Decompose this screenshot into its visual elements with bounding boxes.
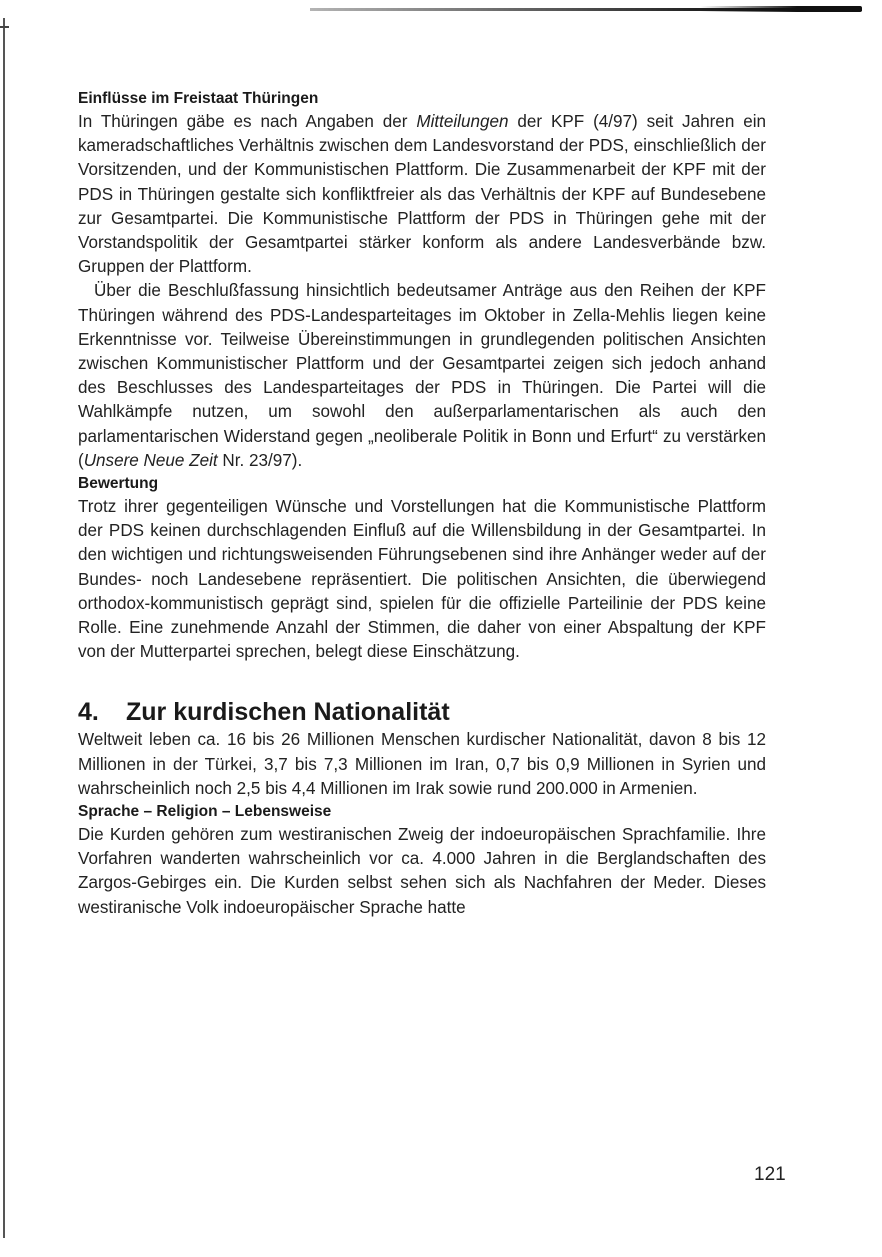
text-run: Über die Beschlußfassung hinsichtlich bedeutsamer Anträge aus den Reihen der KPF Thüringen während des PDS-Landesparteitages im Oktober in Zella-Mehlis liegen keine Erkenntnisse vor. Teilweise Übereinstimmungen in grundlegenden politischen Ansichten zwischen Kommunistischer Plattform und der Gesamtpartei zeigen sich jedoch anhand des Beschlusses des Landesparteitages der PDS in Thüringen. Die Partei will die Wahlkämpfe nutzen, um sowohl den außerparlamentarischen als auch den parlamentarischen Widerstand gegen „neoliberale Politik in Bonn und Erfurt“ zu verstärken ( — [78, 281, 766, 470]
italic-title-unsere-neue-zeit: Unsere Neue Zeit — [83, 450, 218, 470]
chapter-title: Zur kurdischen Nationalität — [126, 698, 450, 727]
chapter-number: 4. — [78, 698, 99, 727]
paragraph-thueringen-2 — [78, 279, 766, 473]
page-number: 121 — [754, 1164, 786, 1185]
section-heading-sprache: Sprache – Religion – Lebensweise — [78, 803, 332, 821]
paragraph-thueringen-1 — [78, 110, 766, 279]
scan-binding-line — [3, 18, 5, 1238]
text-run: der KPF (4/97) seit Jahren ein kameradschaftliches Verhältnis zwischen dem Landesvorstand der PDS, einschließlich der Vorsitzenden, und der Kommunistischen Plattform. Die Zusammenarbeit der KPF mit der PDS in Thüringen gestalte sich konfliktfreier als das Verhältnis der KPF auf Bundesebene zur Gesamtpartei. Die Kommunistische Plattform der PDS in Thüringen gehe mit der Vorstandspolitik der Gesamtpartei stärker konform als andere Landesverbände bzw. Gruppen der Plattform. — [78, 112, 766, 277]
section-heading-bewertung: Bewertung — [78, 475, 159, 493]
scan-binding-tick — [0, 26, 9, 28]
scan-top-rule-edge — [700, 6, 862, 12]
chapter-heading — [78, 696, 766, 728]
section-heading-thueringen: Einflüsse im Freistaat Thüringen — [78, 90, 319, 107]
paragraph-nationalitaet: Weltweit leben ca. 16 bis 26 Millionen Menschen kurdischer Nationalität, davon 8 bis 12 Millionen in der Türkei, 3,7 bis 7,3 Millionen im Iran, 0,7 bis 0,9 Millionen in Syrien und wahrscheinlich noch 2,5 bis 4,4 Millionen im Irak sowie rund 200.000 in Armenien. — [78, 730, 766, 798]
paragraph-sprache: Die Kurden gehören zum westiranischen Zweig der indoeuropäischen Sprachfamilie. Ihre Vorfahren wanderten wahrscheinlich vor ca. 4.000 Jahren in die Berglandschaften des Zargos-Gebirges ein. Die Kurden selbst sehen sich als Nachfahren der Meder. Dieses westiranische Volk indoeuropäischer Sprache hatte — [78, 825, 766, 917]
document-page — [78, 88, 766, 920]
paragraph-bewertung: Trotz ihrer gegenteiligen Wünsche und Vorstellungen hat die Kommunistische Plattform der PDS keinen durchschlagenden Einfluß auf die Willensbildung in der Gesamtpartei. In den wichtigen und richtungsweisenden Führungsebenen sind ihre Anhänger weder auf der Bundes- noch Landesebene repräsentiert. Die politischen Ansichten, die überwiegend orthodox-kommunistisch geprägt sind, spielen für die offizielle Parteilinie der PDS keine Rolle. Eine zunehmende Anzahl der Stimmen, die daher von einer Abspaltung der KPF von der Mutterpartei sprechen, belegt diese Einschätzung. — [78, 497, 766, 662]
text-run: Nr. 23/97). — [217, 450, 303, 470]
italic-title-mitteilungen: Mitteilungen — [416, 112, 509, 131]
text-run: In Thüringen gäbe es nach Angaben der — [78, 112, 417, 131]
